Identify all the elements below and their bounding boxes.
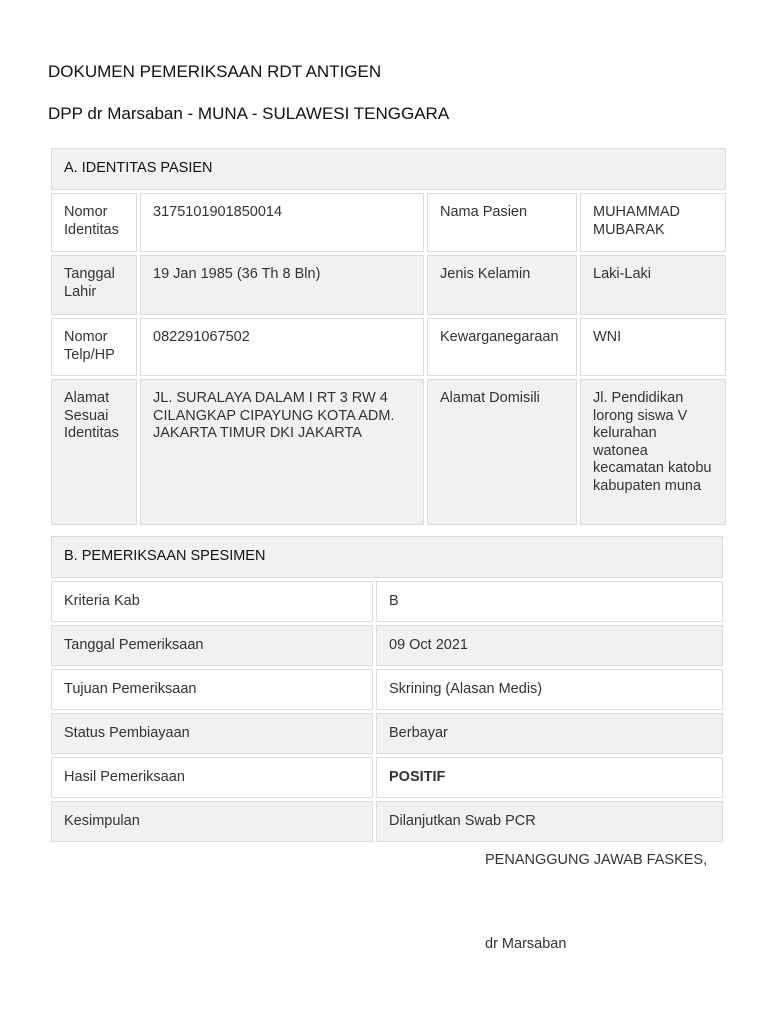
- id-address-value: JL. SURALAYA DALAM I RT 3 RW 4 CILANGKAP CIPAYUNG KOTA ADM. JAKARTA TIMUR DKI JAKARTA: [140, 379, 424, 525]
- specimen-exam-table: [48, 533, 726, 845]
- signature-label: PENANGGUNG JAWAB FASKES,: [485, 852, 708, 868]
- exam-purpose-value: Skrining (Alasan Medis): [376, 669, 723, 710]
- table-row: [51, 318, 726, 376]
- birth-date-value: 19 Jan 1985 (36 Th 8 Bln): [140, 255, 424, 315]
- table-row: [51, 669, 723, 710]
- section-a-heading: A. IDENTITAS PASIEN: [51, 148, 726, 190]
- exam-date-value: 09 Oct 2021: [376, 625, 723, 666]
- table-row: [51, 379, 726, 525]
- exam-result-label: Hasil Pemeriksaan: [51, 757, 373, 798]
- phone-value: 082291067502: [140, 318, 424, 376]
- birth-date-label: Tanggal Lahir: [51, 255, 137, 315]
- id-number-value: 3175101901850014: [140, 193, 424, 252]
- phone-label: Nomor Telp/HP: [51, 318, 137, 376]
- conclusion-value: Dilanjutkan Swab PCR: [376, 801, 723, 842]
- conclusion-label: Kesimpulan: [51, 801, 373, 842]
- table-row: [51, 625, 723, 666]
- criteria-label: Kriteria Kab: [51, 581, 373, 622]
- table-row: [51, 713, 723, 754]
- table-row: [51, 757, 723, 798]
- exam-date-label: Tanggal Pemeriksaan: [51, 625, 373, 666]
- payment-status-label: Status Pembiayaan: [51, 713, 373, 754]
- payment-status-value: Berbayar: [376, 713, 723, 754]
- nationality-label: Kewarganegaraan: [427, 318, 577, 376]
- table-row: [51, 255, 726, 315]
- document-title: DOKUMEN PEMERIKSAAN RDT ANTIGEN: [48, 62, 382, 81]
- patient-name-value: MUHAMMAD MUBARAK: [580, 193, 726, 252]
- section-b-heading: B. PEMERIKSAAN SPESIMEN: [51, 536, 723, 578]
- signer-name: dr Marsaban: [485, 936, 567, 952]
- table-row: [51, 193, 726, 252]
- exam-result-value: POSITIF: [376, 757, 723, 798]
- table-row: [51, 581, 723, 622]
- id-address-label: Alamat Sesuai Identitas: [51, 379, 137, 525]
- gender-label: Jenis Kelamin: [427, 255, 577, 315]
- table-row: [51, 801, 723, 842]
- gender-value: Laki-Laki: [580, 255, 726, 315]
- domicile-address-label: Alamat Domisili: [427, 379, 577, 525]
- exam-purpose-label: Tujuan Pemeriksaan: [51, 669, 373, 710]
- document-subtitle: DPP dr Marsaban - MUNA - SULAWESI TENGGARA: [48, 104, 450, 123]
- criteria-value: B: [376, 581, 723, 622]
- id-number-label: Nomor Identitas: [51, 193, 137, 252]
- patient-name-label: Nama Pasien: [427, 193, 577, 252]
- patient-identity-table: [48, 145, 729, 528]
- domicile-address-value: Jl. Pendidikan lorong siswa V kelurahan watonea kecamatan katobu kabupaten muna: [580, 379, 726, 525]
- nationality-value: WNI: [580, 318, 726, 376]
